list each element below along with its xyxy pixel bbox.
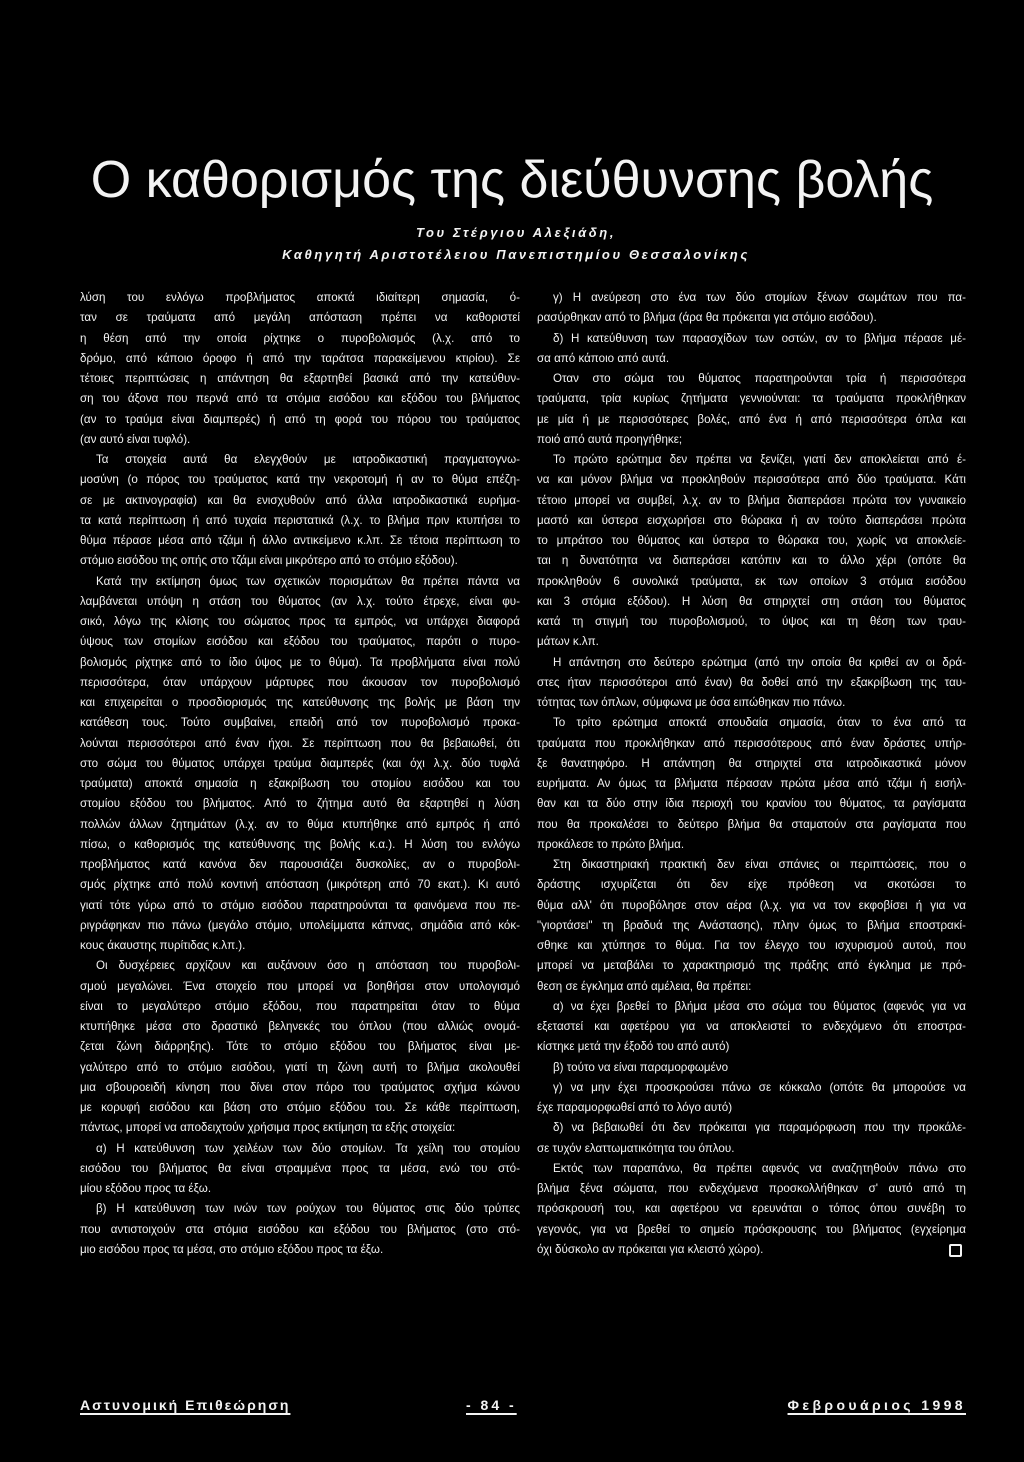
text-line-content: σα από κάποιο από αυτά. (537, 351, 670, 365)
text-line-content: μια σβουροειδή κίνηση που δίνει στον πόρο του τραύματος σχήμα κώνου (80, 1080, 520, 1094)
text-line (80, 1220, 520, 1240)
paragraph (537, 653, 966, 714)
text-line (537, 1118, 966, 1138)
text-line-content: ευρήματα. Αν όμως τα βλήματα πέρασαν πρώτα μέσα από τζάμι ή εισήλ- (537, 777, 966, 790)
text-line-content: και επιχειρείται ο προσδιορισμός της κατεύθυνσης της βολής με βάση την (80, 696, 520, 709)
paragraph (80, 288, 520, 450)
text-line-content: στο σώμα του θύματος υπάρχει τραύμα διαμπερές (και όχι λ.χ. δύο τυφλά (80, 756, 520, 770)
text-line-content: Εκτός των παραπάνω, θα πρέπει αφενός να αναζητηθούν πάνω στο (553, 1161, 966, 1175)
text-line-content: ζεται ζώνη διάρρηξης). Τότε το στόμιο εξόδου του βλήματος είναι με- (80, 1040, 520, 1054)
text-line-content: "γιορτάσει" τη βραδυά της Ανάστασης), πλην όμως το βλήμα εποστρακί- (537, 918, 966, 932)
text-line-content: α) να έχει βρεθεί το βλήμα μέσα στο σώμα του θύματος (αφενός για να (553, 999, 966, 1013)
text-line (537, 774, 966, 794)
text-line-content: γ) να μην έχει προσκρούσει πάνω σε κόκκαλο (οπότε θα μπορούσε να (553, 1080, 966, 1094)
text-line (80, 956, 520, 976)
paragraph (80, 1199, 520, 1260)
text-line (537, 1139, 966, 1159)
text-line (80, 430, 520, 450)
text-line-content: Οταν στο σώμα του θύματος παρατηρούνται τρία ή περισσότερα (553, 372, 966, 385)
text-line-content: λούνται περισσότεροι από έναν ήχοι. Σε περίπτωση που θα βεβαιωθεί, ότι (80, 736, 520, 750)
paragraph (537, 1078, 966, 1119)
text-line-content: στόμιο εισόδου της οπής στο τζάμι είναι μικρότερο από το στόμιο εξόδου). (80, 554, 458, 568)
text-line (80, 450, 520, 470)
text-line (80, 754, 520, 774)
text-line-content: τέτοιο μπορεί να συμβεί, λ.χ. αν το βλήμα διαπεράσει πρώτα τον γυναικείο (537, 493, 966, 507)
text-line (80, 592, 520, 612)
text-line (537, 531, 966, 551)
text-line (537, 410, 966, 430)
text-line-content: τα κατά περίπτωση ή από τυχαία περιστατικά (λ.χ. το βλήμα πριν κτυπήσει το (80, 513, 520, 527)
text-line (80, 410, 520, 430)
text-line-content: σμού μεγαλώνει. Ένα στοιχείο που μπορεί να βοηθήσει στον υπολογισμό (80, 979, 520, 993)
text-line (80, 835, 520, 855)
text-line (80, 794, 520, 814)
text-line-content: πάντως, μπορεί να αποδειχτούν χρήσιμα προς εκτίμηση τα εξής στοιχεία: (80, 1121, 456, 1135)
text-line (537, 875, 966, 895)
text-line-content: περισσότερα, όταν υπάρχουν μάρτυρες που άκουσαν τον πυροβολισμό (80, 675, 520, 689)
paragraph (537, 1159, 966, 1260)
text-line (80, 1240, 520, 1260)
text-line (80, 531, 520, 551)
text-line (80, 288, 520, 308)
paragraph (537, 329, 966, 370)
text-line-content: σε με ακτινογραφία) και θα ενισχυθούν από άλλα ιατροδικαστικά ευρήμα- (80, 493, 520, 507)
text-line (80, 1058, 520, 1078)
end-mark-icon (949, 1244, 962, 1257)
page-number: - 84 - (466, 1397, 517, 1413)
paragraph (537, 369, 966, 450)
text-line-content: λύση του ενλόγω προβλήματος αποκτά ιδιαίτερη σημασία, ό- (80, 291, 520, 304)
text-line (537, 389, 966, 409)
text-line-content: προκληθούν 6 συνολικά τραύματα, εκ των οποίων 3 στόμια εισόδου (537, 574, 966, 588)
paragraph (537, 1058, 966, 1078)
text-line (537, 835, 966, 855)
text-line (80, 389, 520, 409)
magazine-name: Αστυνομική Επιθεώρηση (80, 1397, 291, 1413)
text-line (537, 936, 966, 956)
text-line (537, 997, 966, 1017)
text-line (80, 1098, 520, 1118)
text-line-content: κτυπήθηκε μέσα στο δραστικό βεληνεκές του όπλου (που αλλιώς ονομά- (80, 1020, 520, 1033)
paragraph (80, 450, 520, 572)
text-line-content: προβλήματος κατά κανόνα δεν παρουσιάζει δυσκολίες, αν ο πυροβολι- (80, 858, 520, 871)
paragraph (80, 572, 520, 957)
text-line-content: τέτοιες περιπτώσεις η απάντηση θα εξαρτηθεί βασικά από την κατεύθυν- (80, 372, 520, 385)
text-line-content: τότητας των όπλων, σύμφωνα με όσα ειπώθηκαν πιο πάνω. (537, 696, 846, 709)
text-line-content: θαν και τα δύο στην ίδια περιοχή του κρανίου του θύματος, τα ραγίσματα (537, 797, 966, 811)
text-line (537, 491, 966, 511)
text-line (537, 1179, 966, 1199)
text-line (80, 491, 520, 511)
text-line-content: πίσω, ο καθορισμός της κατεύθυνσης της βολής κ.α.). Η λύση του ενλόγω (80, 837, 520, 851)
text-line-content: με μία ή με περισσότερες βολές, από ένα ή από περισσότερα όπλα και (537, 412, 966, 426)
text-line-content: έχε παραμορφωθεί από το λόγο αυτό) (537, 1101, 733, 1114)
text-line-content: α) Η κατεύθυνση των χειλέων των δύο στομίων. Τα χείλη του στομίου (96, 1141, 520, 1155)
left-column (80, 288, 520, 1260)
text-line-content: με κορυφή εισόδου και βάση στο στόμιο εξόδου του. Σε κάθε περίπτωση, (80, 1101, 520, 1114)
text-line (80, 1179, 520, 1199)
text-line (80, 875, 520, 895)
text-line (80, 916, 520, 936)
text-line (537, 369, 966, 389)
text-line-content: (αν το τραύμα είναι διαμπερές) ή από τη φορά του πόρου του τραύματος (80, 412, 520, 426)
text-line (80, 1037, 520, 1057)
text-line-content: γεγονός, για να βρεθεί το σημείο πρόσκρουσης του βλήματος (εγχείρημα (537, 1222, 966, 1236)
text-line-content: εξεταστεί και αφετέρου για να αποκλειστεί το ενδεχόμενο ότι εποστρα- (537, 1020, 966, 1033)
text-line (537, 1037, 966, 1057)
text-line-content: δ) Η κατεύθυνση των παρασχίδων των οστών, αν το βλήμα πέρασε μέ- (553, 331, 966, 345)
text-line-content: όχι δύσκολο αν πρόκειται για κλειστό χώρο). (537, 1242, 764, 1256)
text-line-content: λαμβάνεται υπόψη η στάση του θύματος (αν λ.χ. τούτο έτρεχε, είναι φυ- (80, 594, 520, 608)
text-line-content: κατά τη στιγμή του πυροβολισμού, το ύψος και τη θέση των τραυ- (537, 615, 966, 628)
text-line (537, 815, 966, 835)
text-line-content: κους άκαυστης πυρίτιδας κ.λπ.). (80, 939, 246, 952)
text-line-content: βλήμα ξένα σώματα, που ενδεχόμενα προσκολλήθηκαν σ' αυτό από τη (537, 1182, 966, 1195)
text-line-content: μαστό και ύστερα εισχωρήσει στο θώρακα ή αν τούτο διαπεράσει πρώτα (537, 513, 966, 527)
paragraph (80, 1139, 520, 1200)
text-line (537, 693, 966, 713)
text-line-content: γιατί τότε γύρω από το στόμιο εισόδου παρατηρούνται τα φαινόμενα που πε- (80, 898, 520, 912)
text-line-content: (αν αυτό είναι τυφλό). (80, 432, 191, 446)
text-line (80, 1159, 520, 1179)
text-line (537, 916, 966, 936)
text-line (537, 1220, 966, 1240)
text-line (537, 977, 966, 997)
text-line-content: που αντιστοιχούν στα στόμια εισόδου και εξόδου του βλήματος (στο στό- (80, 1222, 520, 1236)
text-line-content: θύμα αλλ' ότι πυροβόλησε στον αέρα (λ.χ. για να τον εκφοβίσει ή για να (537, 898, 966, 912)
text-line-content: μάτων κ.λπ. (537, 635, 599, 649)
text-line-content: δ) να βεβαιωθεί ότι δεν πρόκειται για παραμόρφωση που την προκάλε- (553, 1121, 966, 1135)
text-line (537, 592, 966, 612)
text-line (80, 855, 520, 875)
text-line (537, 653, 966, 673)
text-line-content: κίστηκε μετά την έξοδό του από αυτό) (537, 1040, 730, 1054)
text-line (537, 794, 966, 814)
text-line (537, 329, 966, 349)
paragraph (537, 288, 966, 329)
paragraph (537, 997, 966, 1058)
text-line (537, 1240, 966, 1260)
text-line (537, 673, 966, 693)
text-line-content: βολισμός ρίχτηκε από το ίδιο ύψος με το θύμα). Τα προβλήματα είναι πολύ (80, 655, 520, 669)
text-line-content: Κατά την εκτίμηση όμως των σχετικών πορισμάτων θα πρέπει πάντα να (96, 574, 520, 588)
issue-date: Φεβρουάριος 1998 (787, 1397, 966, 1413)
text-line-content: ποιό από αυτά προηγήθηκε; (537, 432, 683, 446)
text-line-content: θύμα πέρασε μέσα από τζάμι ή άλλο αντικείμενο κ.λπ. Σε τέτοια περίπτωση το (80, 534, 520, 547)
author-affiliation: Καθηγητή Αριστοτέλειου Πανεπιστημίου Θεσσαλονίκης (282, 247, 750, 262)
text-line (537, 511, 966, 531)
text-line-content: τραύματα, τρία κυρίως ζητήματα γεννιούνται: τα τραύματα προκλήθηκαν (537, 392, 966, 406)
text-line (80, 632, 520, 652)
text-line-content: Οι δυσχέρειες αρχίζουν και αυξάνουν όσο η απόσταση του πυροβολι- (96, 959, 520, 973)
text-line (80, 896, 520, 916)
text-line-content: το μπράτσο του θύματος και ύστερα το θώρακα του, χωρίς να αποκλείε- (537, 534, 966, 547)
text-line (80, 734, 520, 754)
text-line (80, 653, 520, 673)
text-line (537, 349, 966, 369)
text-line-content: μιο εισόδου προς τα μέσα, στο στόμιο εξόδου προς τα έξω. (80, 1242, 384, 1256)
text-line (537, 470, 966, 490)
article-title-wrapper (0, 145, 1024, 215)
text-line (80, 470, 520, 490)
right-column (537, 288, 966, 1260)
text-line (80, 612, 520, 632)
text-line-content: πολλών άλλων ζητημάτων (λ.χ. αν το θύμα κτυπήθηκε από εμπρός ή από (80, 817, 520, 831)
text-line (537, 632, 966, 652)
text-line-content: μίου εξόδου προς τα έξω. (80, 1182, 212, 1195)
paragraph (537, 450, 966, 653)
text-line (80, 1118, 520, 1138)
text-line (80, 977, 520, 997)
text-line (537, 551, 966, 571)
text-line (537, 450, 966, 470)
text-line-content: μπορεί να μεταβάλει το χαρακτηρισμό της πράξης από έγκλημα με πρό- (537, 959, 966, 973)
text-line-content: στομίου εξόδου του βλήματος. Από το ζήτημα αυτό θα εξαρτηθεί η λύση (80, 797, 520, 811)
text-line (80, 551, 520, 571)
text-line (537, 1078, 966, 1098)
text-line-content: ση του άξονα που περνά από τα στόμια εισόδου και εξόδου του βλήματος (80, 392, 520, 406)
text-line-content: εισόδου του βλήματος θα είναι στραμμένα προς τα μέσα, ενώ του στό- (80, 1161, 520, 1175)
text-line (537, 1159, 966, 1179)
text-line-content: σικό, λόγω της κλίσης του σώματος προς τα εμπρός, να υπάρχει διαφορά (80, 615, 520, 628)
text-line-content: θεση σε έγκλημα από αμέλεια, θα πρέπει: (537, 979, 752, 993)
text-line-content: γαλύτερο από το στόμιο εισόδου, γιατί τη ζώνη αυτή το βλήμα ακολουθεί (80, 1060, 520, 1074)
text-line (80, 713, 520, 733)
text-line-content: είναι το μεγαλύτερο στόμιο εξόδου, που παρατηρείται όταν το θύμα (80, 999, 520, 1013)
text-line (537, 308, 966, 328)
text-line-content: σθηκε και χτύπησε το θύμα. Για τον έλεγχο του ισχυρισμού αυτού, που (537, 939, 966, 952)
text-line-content: μοσύνη (ο πόρος του τραύματος κατά την νεκροτομή ή αν το θύμα επέζη- (80, 473, 520, 487)
text-line (537, 734, 966, 754)
text-line (537, 754, 966, 774)
text-line (537, 956, 966, 976)
text-line (80, 511, 520, 531)
text-line (80, 1017, 520, 1037)
text-line (537, 612, 966, 632)
text-line (80, 997, 520, 1017)
text-line (537, 855, 966, 875)
text-line-content: κατάθεση τους. Τούτο συμβαίνει, επειδή από τον πυροβολισμό προκα- (80, 716, 520, 730)
text-line-content: και 3 στόμια εξόδου). Η λύση θα στηριχτεί στη στάση του θύματος (537, 594, 966, 608)
text-line (537, 713, 966, 733)
text-line (80, 1078, 520, 1098)
text-line (537, 288, 966, 308)
text-line (80, 349, 520, 369)
text-line-content: Το πρώτο ερώτημα δεν πρέπει να ξενίζει, γιατί δεν αποκλείεται από έ- (553, 453, 966, 466)
paragraph (537, 1118, 966, 1159)
text-line-content: Τα στοιχεία αυτά θα ελεγχθούν με ιατροδικαστική πραγματογνω- (96, 453, 520, 466)
text-line (537, 1017, 966, 1037)
text-line (537, 1058, 966, 1078)
text-line (537, 572, 966, 592)
text-line (80, 815, 520, 835)
text-line (80, 1139, 520, 1159)
text-line-content: η θέση από την οποία ρίχτηκε ο πυροβολισμός (λ.χ. από το (80, 331, 520, 345)
text-line-content: ται η δυνατότητα να διαπεράσει κατόπιν και το άλλο χέρι (οπότε θα (537, 554, 966, 568)
paragraph (537, 855, 966, 997)
text-line (537, 430, 966, 450)
text-line (80, 673, 520, 693)
text-line-content: β) τούτο να είναι παραμορφωμένο (553, 1060, 729, 1074)
text-line-content: Η απάντηση στο δεύτερο ερώτημα (από την οποία θα κριθεί αν οι δρά- (553, 655, 966, 669)
text-line (537, 896, 966, 916)
text-line (80, 693, 520, 713)
text-line-content: ταν σε τραύματα από μεγάλη απόσταση πρέπει να καθοριστεί (80, 311, 520, 325)
text-line-content: τραύματα) αποκτά σημασία η εξακρίβωση του στομίου εισόδου και του (80, 777, 520, 790)
paragraph (80, 956, 520, 1138)
paragraph (537, 713, 966, 855)
text-line-content: στες ήταν περισσότεροι από έναν) θα δοθεί από την εξακρίβωση της ταυ- (537, 675, 966, 689)
text-line-content: ριγράφηκαν πιο πάνω (μεγάλο στόμιο, υπολείμματα κάπνας, σημάδια από κόκ- (80, 918, 520, 932)
text-line-content: πρόσκρουσή του, και αφετέρου να ερευνάται ο τόπος όπου συνέβη το (537, 1202, 966, 1216)
text-line-content: γ) Η ανεύρεση στο ένα των δύο στομίων ξένων σωμάτων που πα- (553, 291, 966, 304)
text-line-content: να και μόνον βλήμα να προκληθούν περισσότερα από δύο τραύματα. Κάτι (537, 473, 966, 487)
text-line-content: Στη δικαστηριακή πρακτική δεν είναι σπάνιες οι περιπτώσεις, που ο (553, 858, 966, 871)
author-name: Του Στέργιου Αλεξιάδη, (415, 225, 617, 240)
text-line-content: τραύματα που προκλήθηκαν από περισσότερους από έναν δράστες υπήρ- (537, 736, 966, 750)
text-line (80, 329, 520, 349)
text-line-content: ρασύρθηκαν από το βλήμα (άρα θα πρόκειται για στόμιο εισόδου). (537, 311, 877, 325)
text-line-content: ύψους των στομίων εισόδου και εξόδου του τραύματος, παρότι ο πυρο- (80, 635, 520, 649)
text-line (80, 1199, 520, 1219)
text-line-content: β) Η κατεύθυνση των ινών των ρούχων του θύματος στις δύο τρύπες (96, 1202, 520, 1216)
text-line (80, 369, 520, 389)
text-line (80, 308, 520, 328)
text-line (537, 1199, 966, 1219)
text-line-content: δράστης ισχυρίζεται ότι δεν είχε πρόθεση να σκοτώσει το (537, 878, 966, 892)
text-line-content: σε τυχόν ελαττωματικότητα του όπλου. (537, 1141, 735, 1155)
text-line-content: δρόμο, από κάποιο όροφο ή από την ταράτσα παρακείμενου κτιρίου). Σε (80, 351, 520, 365)
text-line (80, 774, 520, 794)
text-line (537, 1098, 966, 1118)
text-line-content: ξε θανατηφόρο. Η απάντηση θα στηριχτεί στα ιατροδικαστικά μόνον (537, 756, 966, 770)
text-line (80, 572, 520, 592)
text-line (80, 936, 520, 956)
article-title: Ο καθορισμός της διεύθυνσης βολής (90, 151, 934, 209)
text-line-content: Το τρίτο ερώτημα αποκτά σπουδαία σημασία, όταν το ένα από τα (553, 716, 966, 730)
text-line-content: προκάλεσε το πρώτο βλήμα. (537, 837, 685, 851)
text-line-content: που θα προκαλέσει το δεύτερο βλήμα θα σταματούν στα ραγίσματα που (537, 817, 966, 831)
text-line-content: σμός ρίχτηκε από πολύ κοντινή απόσταση (μικρότερη από 70 εκατ.). Κι αυτό (80, 878, 520, 892)
